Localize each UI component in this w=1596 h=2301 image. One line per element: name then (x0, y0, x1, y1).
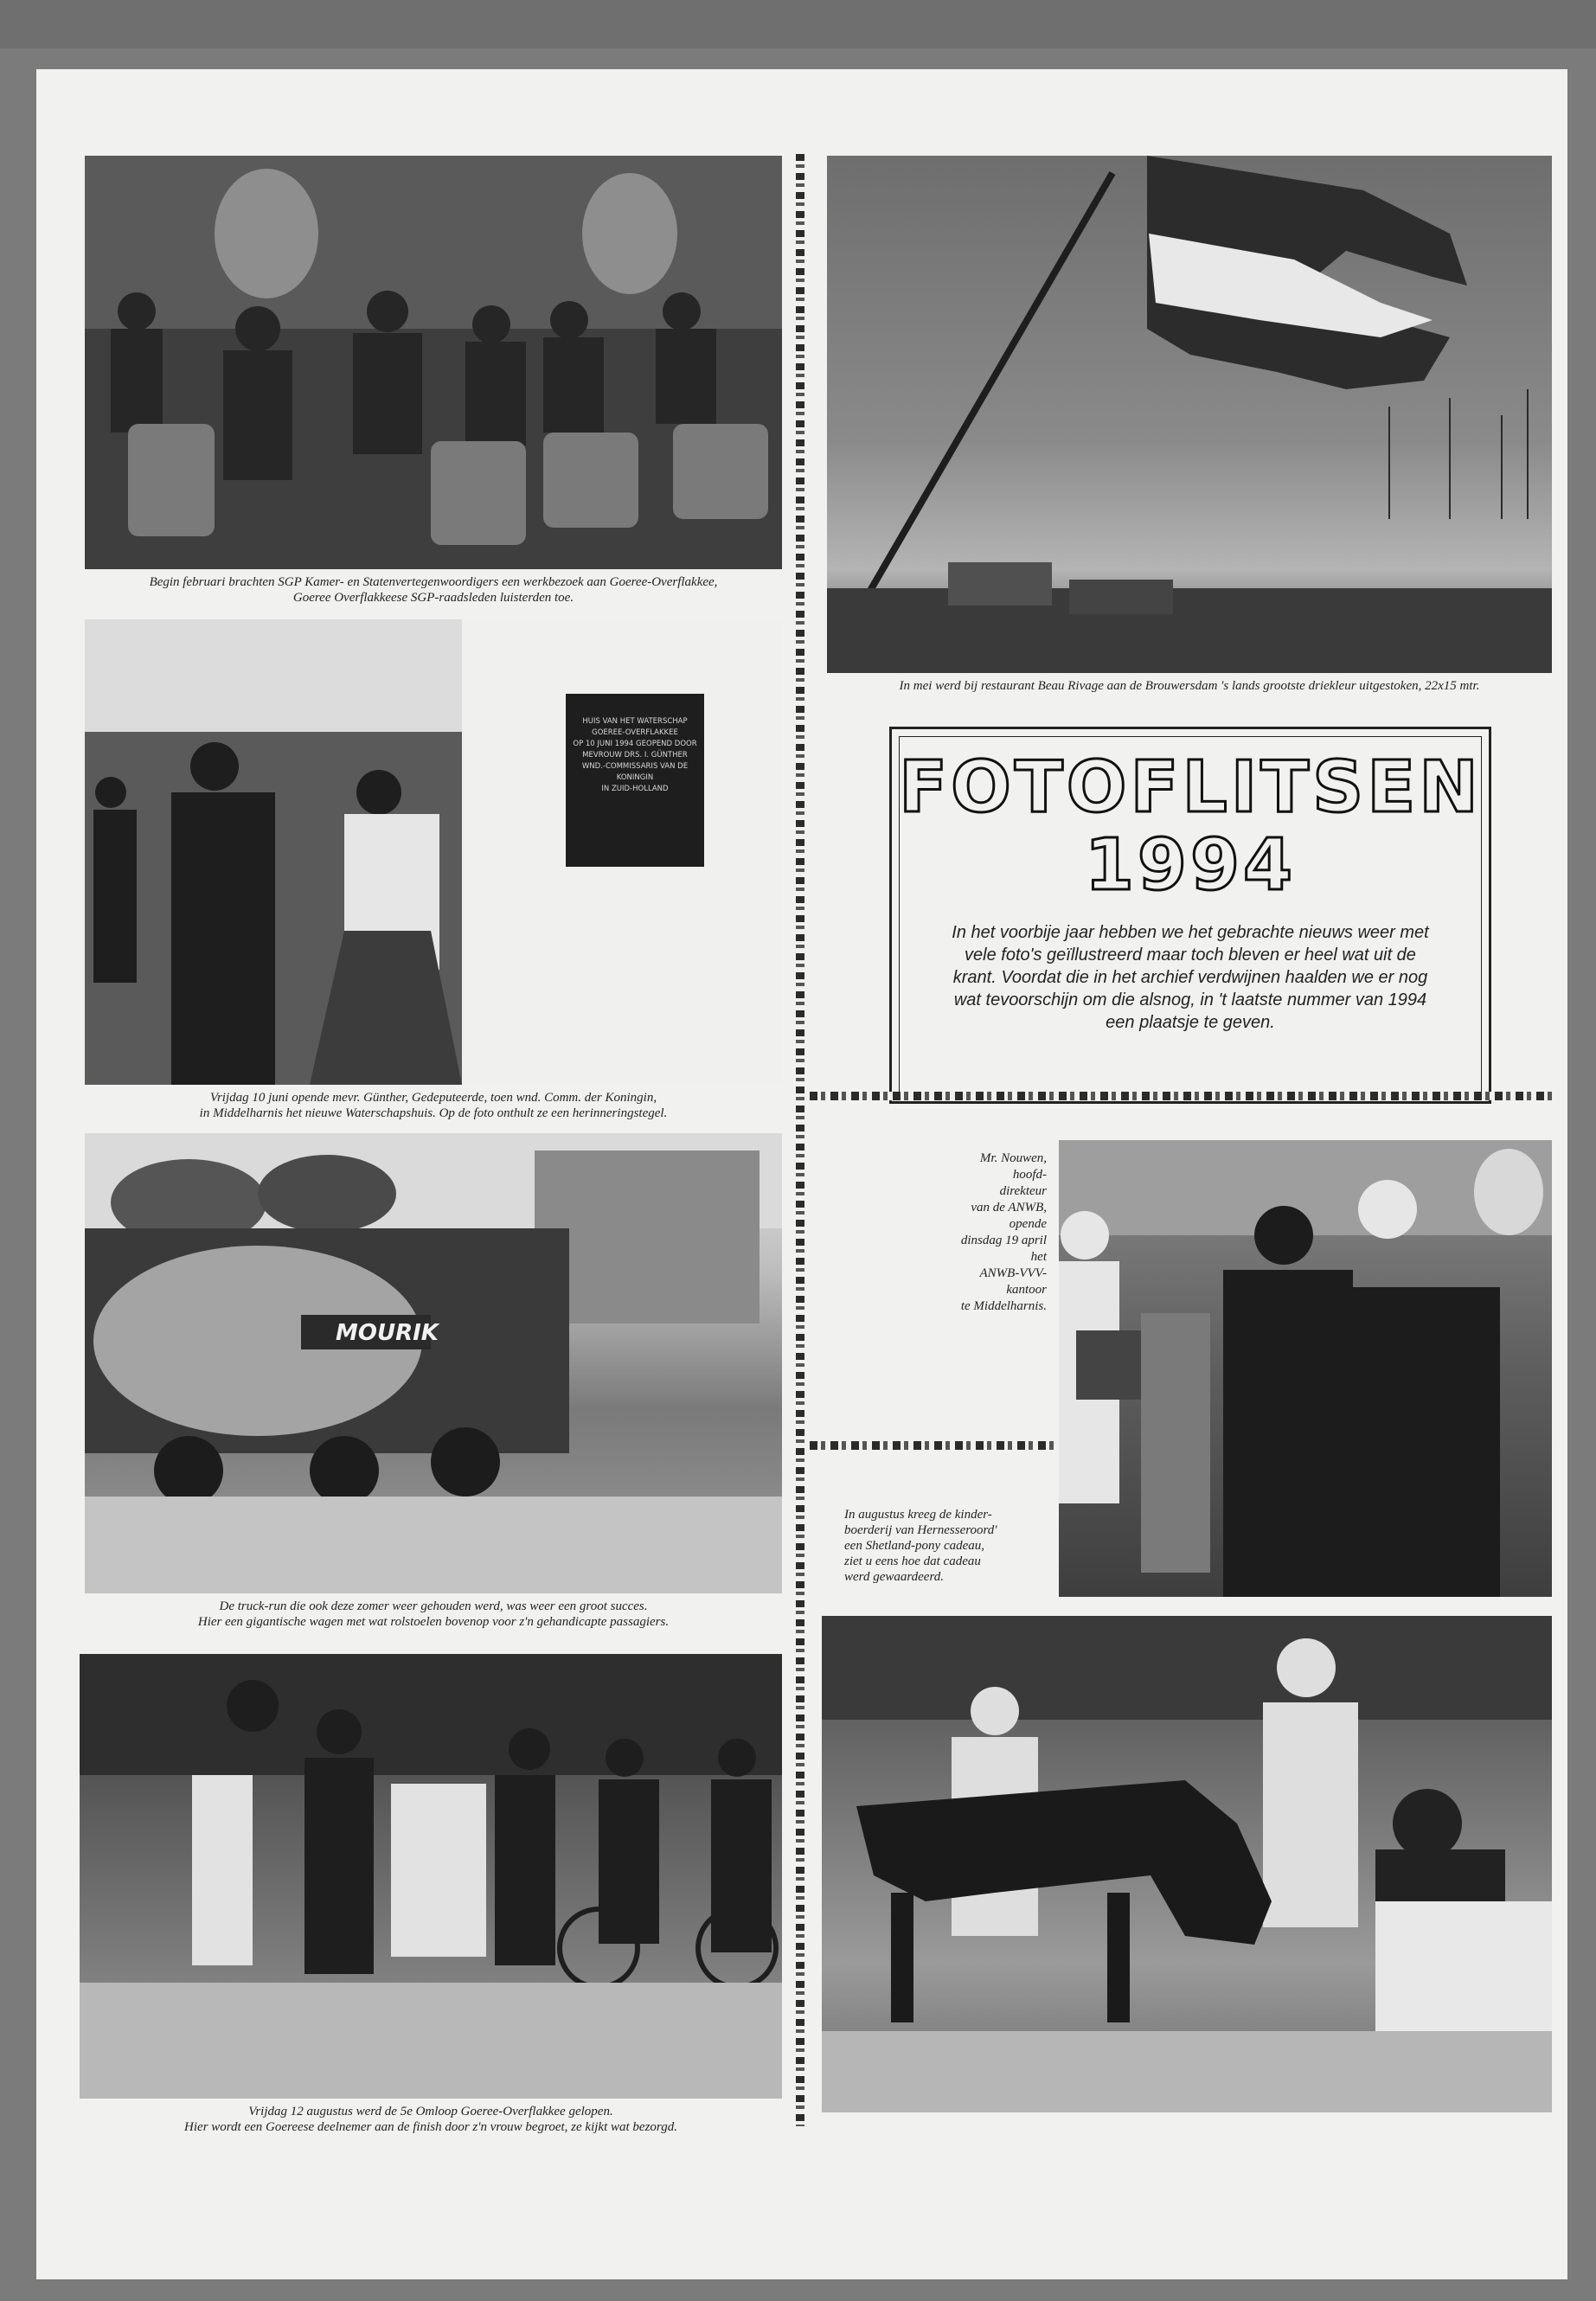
photo-sgp-meeting (85, 156, 782, 569)
photo-omloop-finish (80, 1654, 782, 2099)
photo-shetland-pony (822, 1616, 1552, 2112)
photo-plaque-wall (462, 619, 782, 1085)
truck-sign: MOURIK (336, 1320, 439, 1346)
caption-sgp: Begin februari brachten SGP Kamer- en Statenvertegenwoordigers een werkbezoek aan Goeree-Overflakkee, Goeree Overflakkeese SGP-raadsleden luisterden toe. (149, 575, 718, 605)
caption-pony: In augustus kreeg de kinder- boerderij van Hernesseroord' een Shetland-pony cadeau, ziet u eens hoe dat cadeau werd gewaardeerd. (844, 1508, 997, 1584)
photo-giant-flag (827, 156, 1552, 673)
title-box (889, 727, 1491, 1104)
column-divider (796, 154, 804, 2126)
page-title-line2: 1994 (1084, 824, 1297, 907)
intro-text: In het voorbije jaar hebben we het gebrachte nieuws weer met vele foto's geïllustreerd maar toch bleven er heel wat uit de krant. Voordat die in het archief verdwijnen haalden we er nog wat tevoorschijn om die alsnog, in 't laatste nummer van 1994 een plaatsje te geven. (952, 923, 1429, 1032)
caption-truck: De truck-run die ook deze zomer weer gehouden werd, was weer een groot succes. Hier een gigantische wagen met wat rolstoelen bovenop voor z'n gehandicapte passagiers. (197, 1599, 670, 1629)
photo-truck-run (85, 1133, 782, 1593)
scan-border (0, 0, 1596, 48)
photo-waterschapshuis (85, 619, 462, 1085)
caption-waterschap: Vrijdag 10 juni opende mevr. Günther, Gedeputeerde, toen wnd. Comm. der Koningin, in Middelharnis het nieuwe Waterschapshuis. Op de foto onthult ze een herinneringstegel. (199, 1091, 668, 1120)
page-title-line1: FOTOFLITSEN (899, 747, 1482, 829)
caption-omloop: Vrijdag 12 augustus werd de 5e Omloop Goeree-Overflakkee gelopen. Hier wordt een Goereese deelnemer aan de finish door z'n vrouw begroet, ze kijkt wat bezorgd. (184, 2105, 677, 2134)
caption-flag: In mei werd bij restaurant Beau Rivage aan de Brouwersdam 's lands grootste driekleur uitgestoken, 22x15 mtr. (899, 679, 1480, 693)
caption-anwb: Mr. Nouwen, hoofd- direkteur van de ANWB, opende dinsdag 19 april het ANWB-VVV- kantoor te Middelharnis. (960, 1151, 1047, 1313)
ornament-divider-top (810, 1092, 1552, 1100)
photo-anwb-opening (1059, 1140, 1552, 1597)
memorial-plaque: HUIS VAN HET WATERSCHAP GOEREE-OVERFLAKKEE OP 10 JUNI 1994 GEOPEND DOOR MEVROUW DRS. I. GÜNTHER WND.-COMMISSARIS VAN DE KONINGIN IN ZUID-HOLLAND (566, 694, 704, 867)
ornament-divider-mid (810, 1441, 1055, 1450)
